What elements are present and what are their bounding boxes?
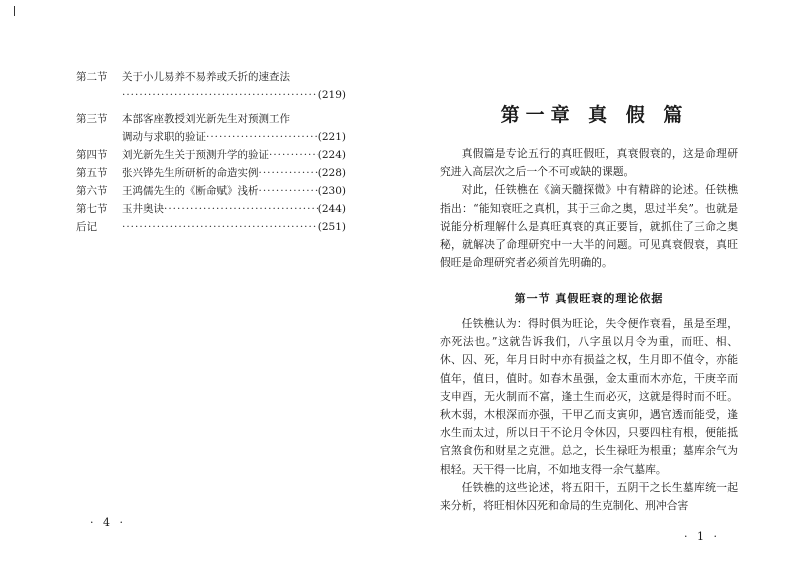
toc-page-number: (219): [317, 89, 346, 101]
toc-section-number: 第六节: [76, 185, 108, 197]
table-of-contents: [76, 68, 346, 236]
dot-leader: [122, 218, 318, 236]
right-page: [396, 0, 793, 561]
toc-title: 刘光新先生关于预测升学的验证: [122, 149, 269, 161]
toc-section-number: 第四节: [76, 149, 108, 161]
toc-title: 本部客座教授刘光新先生对预测工作: [122, 113, 290, 125]
paragraph: 任铁樵的这些论述，将五阳干，五阴干之长生墓库统一起来分析，将旺相休囚死和命局的生克制化、刑冲合害: [440, 480, 738, 513]
toc-entry[interactable]: [76, 218, 346, 236]
toc-title: 王鸿儒先生的《断命赋》浅析: [122, 185, 259, 197]
margin-mark: [14, 6, 15, 16]
page-number: · 4 ·: [90, 516, 126, 529]
dot-leader: [269, 146, 318, 164]
toc-entry[interactable]: [76, 200, 346, 218]
toc-title: 关于小儿易养不易养或夭折的速查法: [122, 71, 290, 83]
section-body: [440, 315, 738, 515]
toc-page-number: (251): [317, 221, 346, 233]
paragraph: 任铁樵认为：得时俱为旺论，失令便作衰看，虽是至理，亦死法也。”这就告诉我们，八字虽以月令为重，而旺、相、休、囚、死，年月日时中亦有损益之权，生月即不值令，亦能值年，值日，值时。如春木虽强，金太重而木亦危，干庚辛而支申酉，无火制而不富，逢土生而必灭，这就是得时而不旺。秋木弱，木根深而亦强，干甲乙而支寅卯，遇官透而能受，逢水生而太过，所以日干不论月令休囚，只要四柱有根，便能抵官煞食伤和财星之克泄。总之，长生禄旺为根重；墓库余气为根轻。天干得一比肩，不如地支得一余气墓库。: [440, 317, 738, 476]
page-number: · 1 ·: [684, 530, 720, 543]
dot-leader: [164, 200, 318, 218]
dot-leader: [259, 164, 318, 182]
toc-section-number: 第七节: [76, 203, 108, 215]
chapter-title: 第一章 真 假 篇: [500, 104, 689, 126]
toc-page-number: (244): [317, 203, 346, 215]
dot-leader: [259, 182, 318, 200]
toc-page-number: (224): [317, 149, 346, 161]
toc-entry[interactable]: [76, 164, 346, 182]
toc-title-continued: 调动与求职的验证: [122, 131, 206, 143]
paragraph: 真假篇是专论五行的真旺假旺，真衰假衰的，这是命理研究进入高层次之后一个不可或缺的课题。: [440, 147, 738, 179]
chapter-intro: [440, 145, 738, 272]
dot-leader: [122, 86, 318, 104]
section-title: 第一节 真假旺衰的理论依据: [514, 292, 664, 305]
toc-section-number: 第三节: [76, 113, 108, 125]
toc-section-number: 第二节: [76, 71, 108, 83]
toc-entry[interactable]: [76, 110, 346, 146]
toc-entry[interactable]: [76, 146, 346, 164]
dot-leader: [206, 128, 318, 146]
toc-page-number: (221): [317, 131, 346, 143]
toc-page-number: (230): [317, 185, 346, 197]
toc-page-number: (228): [317, 167, 346, 179]
paragraph: 对此，任铁樵在《滴天髓探微》中有精辟的论述。任铁樵指出：“能知衰旺之真机，其于三命之奥，思过半矣”。也就是说能分析理解什么是真旺真衰的真正要旨，就抓住了三命之奥秘，就解决了命理研究中一大半的问题。可见真衰假衰，真旺假旺是命理研究者必须首先明确的。: [440, 183, 738, 270]
toc-section-number: 后记: [76, 221, 97, 233]
toc-entry[interactable]: [76, 68, 346, 104]
toc-title: 玉井奥诀: [122, 203, 164, 215]
left-page: [0, 0, 396, 561]
toc-section-number: 第五节: [76, 167, 108, 179]
toc-title: 张兴铧先生所研析的命造实例: [122, 167, 259, 179]
toc-entry[interactable]: [76, 182, 346, 200]
